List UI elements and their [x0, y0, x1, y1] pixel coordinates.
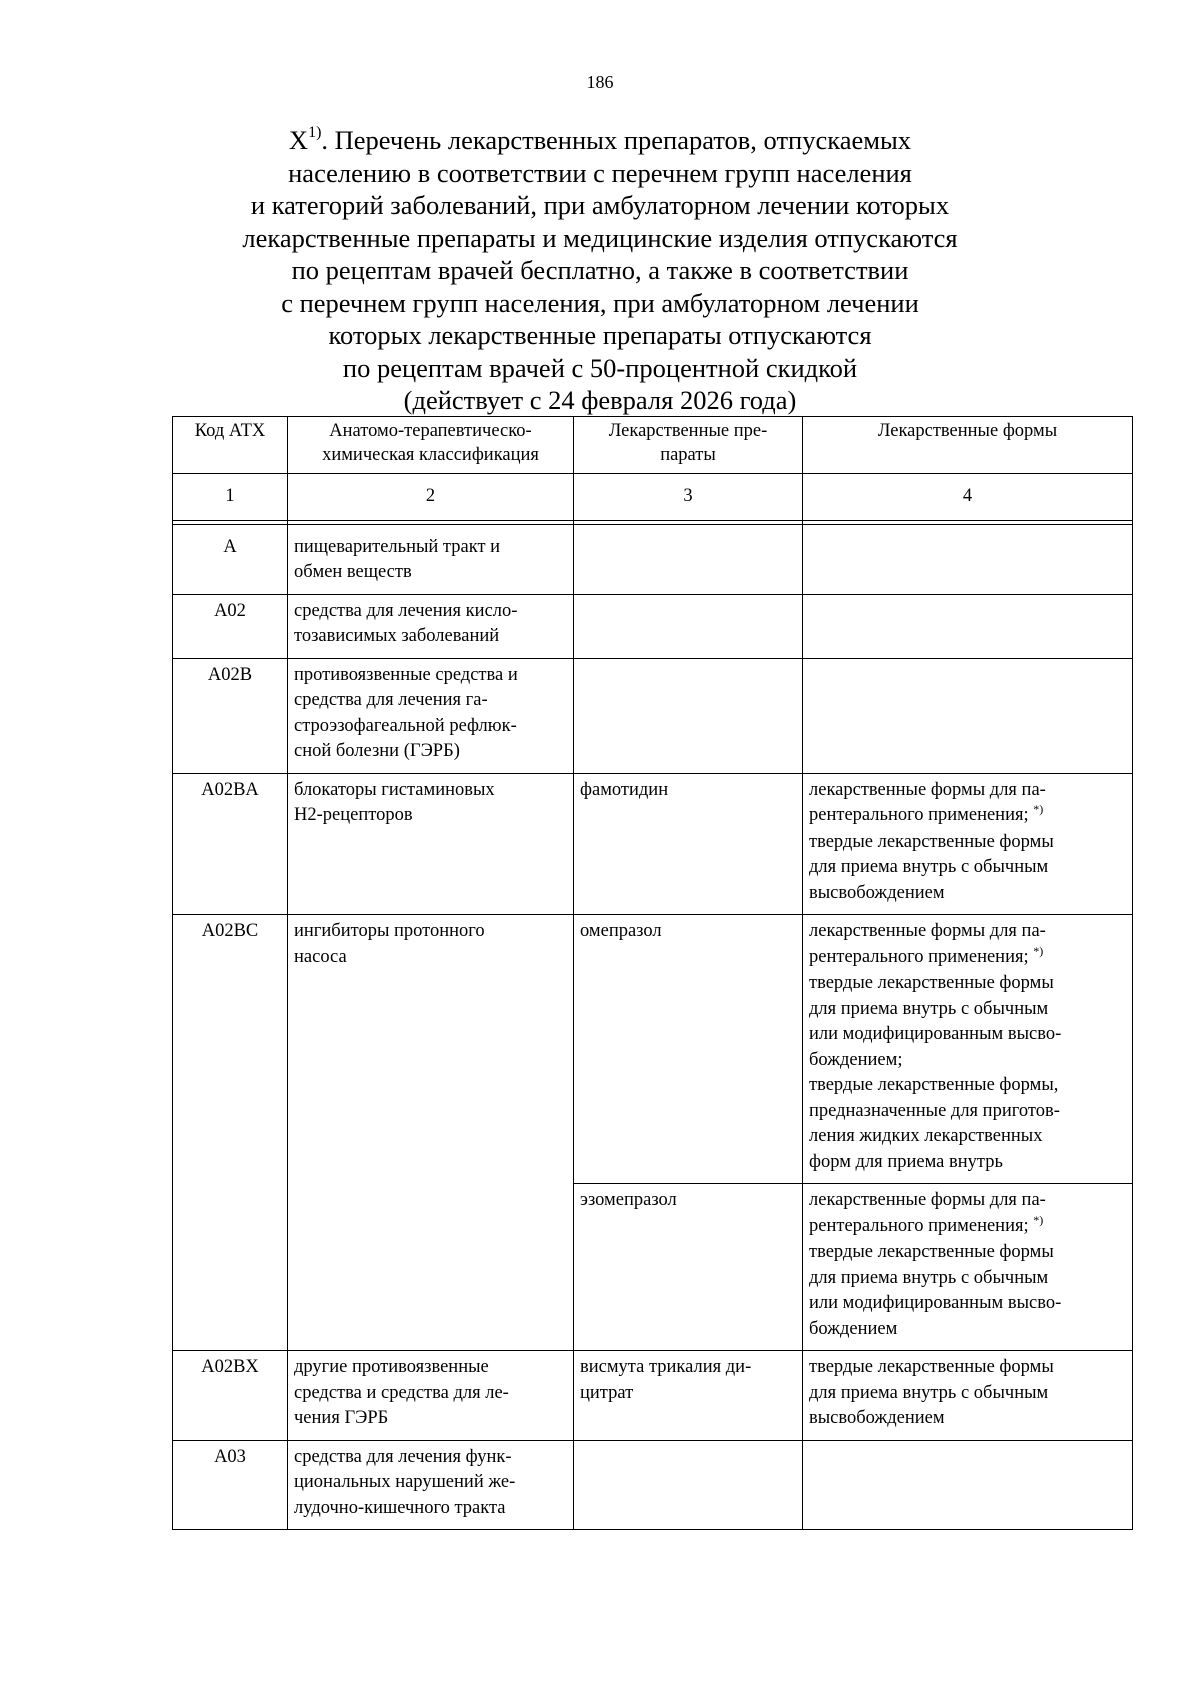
header-drugs: Лекарственные пре- параты	[574, 417, 803, 471]
header-code: Код АТХ	[173, 417, 288, 471]
atc-classification: противоязвенные средства и средства для лечения га- строэзофагеальной рефлюк- сной болезни (ГЭРБ)	[288, 658, 574, 773]
atc-classification: ингибиторы протонного насоса	[288, 915, 574, 1351]
atc-classification: пищеварительный тракт и обмен веществ	[288, 524, 574, 594]
column-number-row	[173, 474, 1133, 521]
column-number: 3	[574, 474, 803, 521]
dosage-forms	[803, 524, 1133, 594]
atc-code: A02B	[173, 658, 288, 773]
atc-classification: блокаторы гистаминовых H2-рецепторов	[288, 773, 574, 915]
table-header-row	[173, 417, 1133, 471]
drug-name: эзомепразол	[574, 1184, 803, 1351]
atc-code: A02	[173, 594, 288, 658]
drug-name	[574, 658, 803, 773]
table-row	[173, 915, 1133, 1184]
table-row	[173, 1351, 1133, 1441]
page-number: 186	[586, 72, 614, 92]
footnote-mark: *)	[1033, 1212, 1044, 1227]
atc-classification: другие противоязвенные средства и средства для ле- чения ГЭРБ	[288, 1351, 574, 1441]
dosage-forms: твердые лекарственные формы для приема внутрь с обычным высвобождением	[803, 1351, 1133, 1441]
dosage-forms: лекарственные формы для па- рентерального применения; *) твердые лекарственные формы для приема внутрь с обычным или модифицированным высво- бождением	[803, 1184, 1133, 1351]
table-row	[173, 773, 1133, 915]
atc-code: A03	[173, 1440, 288, 1530]
atc-code: A02BA	[173, 773, 288, 915]
atc-code: A	[173, 524, 288, 594]
title-prefix: X	[288, 125, 309, 155]
column-number: 2	[288, 474, 574, 521]
column-number: 4	[803, 474, 1133, 521]
dosage-forms	[803, 658, 1133, 773]
dosage-forms	[803, 1440, 1133, 1530]
atc-code: A02BC	[173, 915, 288, 1351]
table-row	[173, 594, 1133, 658]
table-row	[173, 1440, 1133, 1530]
drug-name	[574, 524, 803, 594]
page-title: $X^{1)}$. Перечень лекарственных препаратов, отпускаемых населению в соответствии с перечнем групп населения и категорий заболеваний, при амбулаторном лечении которых лекарственные препараты и медицинские изделия отпускаются по рецептам врачей бесплатно, а также в соответствии с перечнем групп населения, при амбулаторном лечении которых лекарственные препараты отпускаются по рецептам врачей с 50-процентной скидкой (действует с 24 февраля 2026 года)	[242, 124, 958, 415]
column-number: 1	[173, 474, 288, 521]
drug-name	[574, 594, 803, 658]
drug-name: фамотидин	[574, 773, 803, 915]
dosage-forms	[803, 594, 1133, 658]
drug-name: висмута трикалия ди- цитрат	[574, 1351, 803, 1441]
header-classification: Анатомо-терапевтическо- химическая классификация	[288, 417, 574, 471]
atc-code: A02BX	[173, 1351, 288, 1441]
atc-drug-table	[172, 416, 1133, 1530]
atc-classification: средства для лечения кисло- тозависимых заболеваний	[288, 594, 574, 658]
footnote-mark: *)	[1033, 943, 1044, 958]
table-row	[173, 658, 1133, 773]
drug-name: омепразол	[574, 915, 803, 1184]
table-row	[173, 524, 1133, 594]
dosage-forms: лекарственные формы для па- рентерального применения; *) твердые лекарственные формы для приема внутрь с обычным или модифицированным высво- бождением; твердые лекарственные формы, предназначенные для приготов- ления жидких лекарственных форм для приема внутрь	[803, 915, 1133, 1184]
dosage-forms: лекарственные формы для па- рентерального применения; *) твердые лекарственные формы для приема внутрь с обычным высвобождением	[803, 773, 1133, 915]
atc-classification: средства для лечения функ- циональных нарушений же- лудочно-кишечного тракта	[288, 1440, 574, 1530]
footnote-mark: *)	[1033, 802, 1044, 816]
title-footnote-ref: 1)	[308, 124, 322, 142]
drug-name	[574, 1440, 803, 1530]
header-forms: Лекарственные формы	[803, 417, 1133, 471]
